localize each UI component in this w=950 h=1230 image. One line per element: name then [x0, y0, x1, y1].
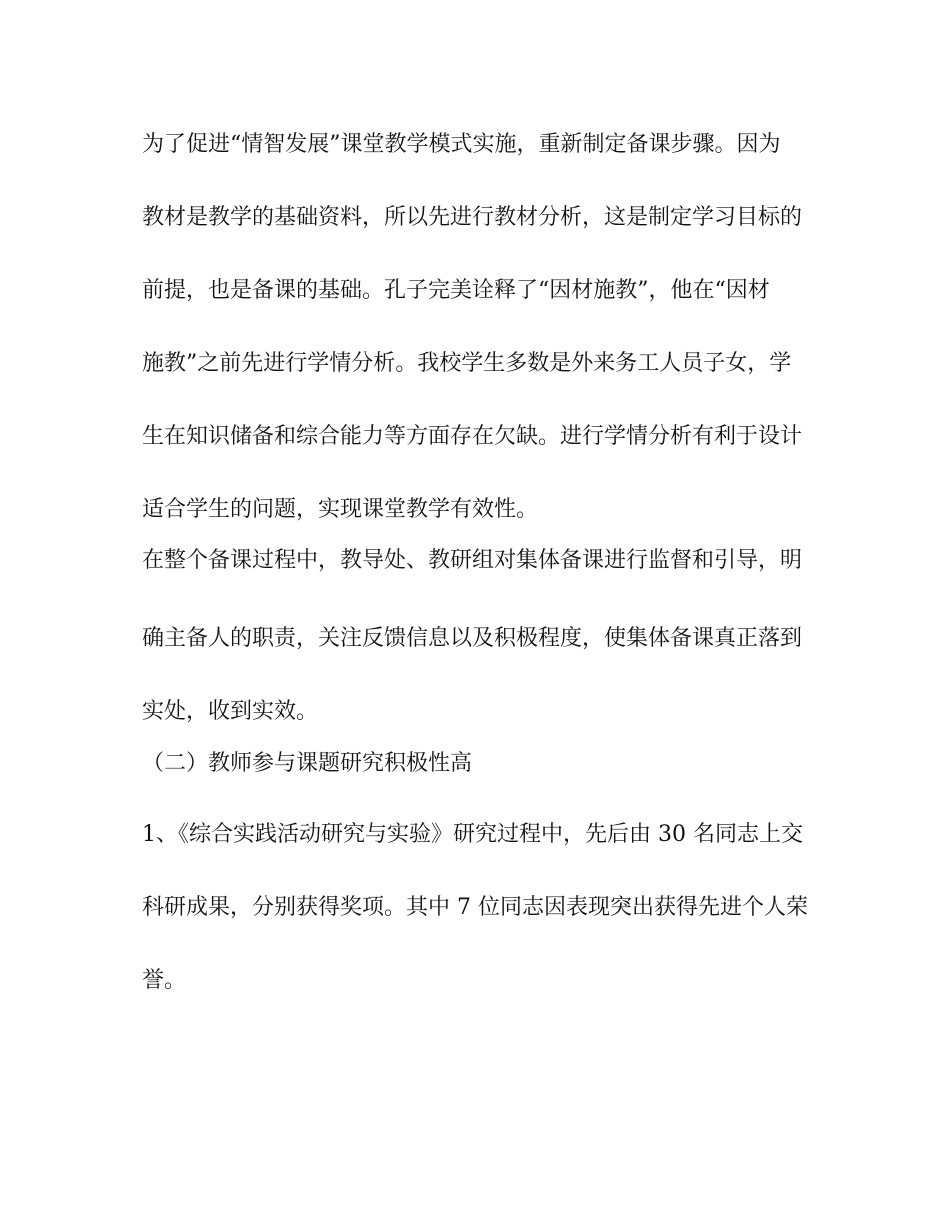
paragraph-2-line-3: 实处，收到实效。	[142, 699, 319, 724]
paragraph-1-line-3: 前提，也是备课的基础。孔子完美诠释了“因材施教”，他在“因材	[142, 278, 770, 303]
section-heading: （二）教师参与课题研究积极性高	[142, 751, 473, 776]
paragraph-1-line-5: 生在知识储备和综合能力等方面存在欠缺。进行学情分析有利于设计	[142, 424, 803, 449]
paragraph-3-line-3: 誉。	[142, 968, 187, 993]
paragraph-3-line-1: 1、《综合实践活动研究与实验》研究过程中，先后由 30 名同志上交	[142, 822, 803, 847]
paragraph-2-line-2: 确主备人的职责，关注反馈信息以及积极程度，使集体备课真正落到	[142, 626, 803, 651]
paragraph-1-line-4: 施教”之前先进行学情分析。我校学生多数是外来务工人员子女，学	[142, 351, 792, 376]
paragraph-1-line-2: 教材是教学的基础资料，所以先进行教材分析，这是制定学习目标的	[142, 205, 803, 230]
paragraph-1-line-1: 为了促进“情智发展”课堂教学模式实施，重新制定备课步骤。因为	[142, 132, 781, 157]
paragraph-1-line-6: 适合学生的问题，实现课堂教学有效性。	[142, 497, 539, 522]
paragraph-2-line-1: 在整个备课过程中，教导处、教研组对集体备课进行监督和引导，明	[142, 548, 803, 573]
paragraph-3-line-2: 科研成果，分别获得奖项。其中 7 位同志因表现突出获得先进个人荣	[142, 895, 808, 920]
